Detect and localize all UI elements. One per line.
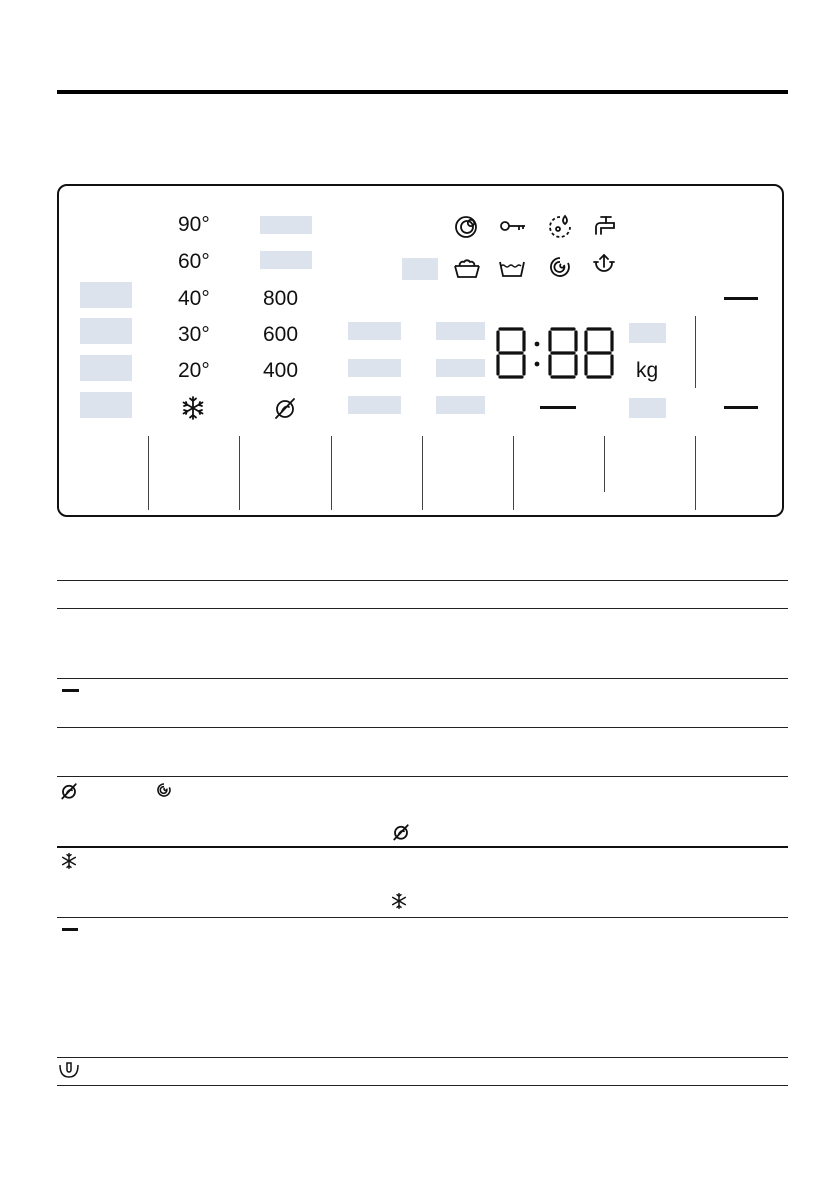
separator-line	[604, 436, 605, 492]
drum-drop-icon	[547, 214, 573, 240]
placeholder-box	[436, 359, 485, 377]
placeholder-box	[80, 355, 132, 381]
prewash-tub-icon	[453, 255, 481, 279]
placeholder-box	[80, 282, 132, 308]
spin-speed-label: 400	[263, 359, 299, 382]
temp-label: 90°	[178, 213, 210, 236]
cold-snowflake-icon	[61, 853, 77, 869]
separator-line	[148, 436, 149, 510]
placeholder-box	[436, 322, 485, 340]
detergent-icon	[59, 1061, 79, 1078]
table-rule	[57, 846, 788, 848]
table-rule	[57, 727, 788, 728]
separator-line	[239, 436, 240, 510]
placeholder-box	[260, 216, 312, 234]
table-rule	[57, 678, 788, 679]
control-panel-diagram	[57, 184, 784, 517]
no-spin-icon	[273, 396, 297, 420]
placeholder-box	[80, 392, 132, 418]
placeholder-box	[402, 258, 438, 280]
separator-line	[695, 316, 696, 388]
tap-icon	[592, 214, 618, 240]
table-rule	[57, 1085, 788, 1086]
no-spin-icon	[392, 823, 410, 841]
cold-snowflake-icon	[181, 396, 205, 420]
rinse-hold-icon	[592, 253, 616, 279]
table-rule	[57, 917, 788, 918]
dash-mark	[724, 406, 758, 409]
placeholder-box	[348, 359, 401, 377]
temp-label: 40°	[178, 287, 210, 310]
placeholder-box	[348, 322, 401, 340]
placeholder-box	[80, 318, 132, 344]
placeholder-box	[629, 323, 666, 343]
cold-snowflake-icon	[391, 893, 407, 909]
wash-tub-icon	[498, 258, 526, 278]
placeholder-box	[348, 396, 401, 414]
separator-line	[331, 436, 332, 510]
dash-icon	[62, 928, 78, 931]
spin-spiral-icon	[548, 255, 572, 279]
table-rule	[57, 776, 788, 777]
drum-clean-icon	[453, 214, 479, 240]
placeholder-box	[260, 251, 312, 269]
table-rule	[57, 1057, 788, 1058]
temp-label: 60°	[178, 250, 210, 273]
table-rule	[57, 608, 788, 609]
temp-label: 20°	[178, 359, 210, 382]
separator-line	[513, 436, 514, 510]
separator-line	[422, 436, 423, 510]
dash-mark	[724, 297, 758, 300]
spin-spiral-icon	[156, 782, 172, 798]
placeholder-box	[436, 396, 485, 414]
spin-speed-label: 600	[263, 323, 299, 346]
seven-segment-display	[495, 326, 620, 380]
top-rule	[57, 90, 788, 94]
spin-speed-label: 800	[263, 287, 299, 310]
dash-mark	[540, 406, 576, 409]
no-spin-icon	[60, 782, 78, 800]
table-rule	[57, 580, 788, 581]
key-lock-icon	[500, 219, 526, 233]
placeholder-box	[629, 398, 666, 418]
separator-line	[695, 436, 696, 510]
dash-icon	[62, 689, 79, 692]
temp-label: 30°	[178, 323, 210, 346]
weight-unit-label: kg	[636, 359, 659, 382]
